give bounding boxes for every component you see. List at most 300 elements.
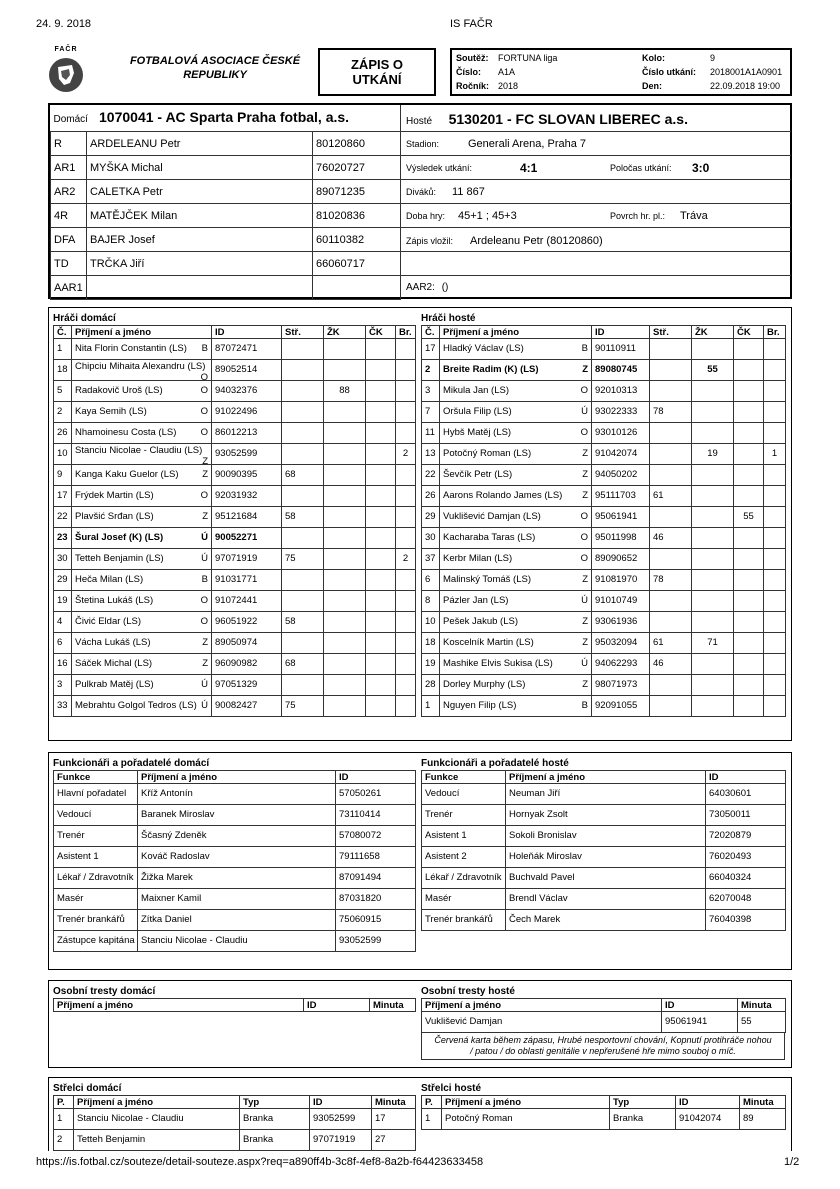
player-position: B xyxy=(201,574,208,585)
staff-name: Brendl Václav xyxy=(506,889,706,910)
header-row xyxy=(422,771,786,784)
staff-row xyxy=(422,910,786,931)
player-number: 6 xyxy=(54,633,72,654)
staff-id: 73110414 xyxy=(336,805,416,826)
player-position: Ú xyxy=(581,658,588,669)
official-id: 76020727 xyxy=(313,156,401,180)
player-row xyxy=(54,360,416,381)
player-goals xyxy=(764,528,786,549)
player-name: Pulkrab Matěj (LS) xyxy=(75,679,154,690)
staff-name: Kříž Antonín xyxy=(138,784,336,805)
scorer-row xyxy=(54,1109,416,1130)
player-name: Sáček Michal (LS) xyxy=(75,658,153,669)
staff-name: Kováč Radoslav xyxy=(138,847,336,868)
player-id: 93022333 xyxy=(592,402,650,423)
column-header: Minuta xyxy=(370,999,416,1012)
player-id: 89080745 xyxy=(592,360,650,381)
home-players xyxy=(53,312,415,717)
staff-name: Zítka Daniel xyxy=(138,910,336,931)
staff-id: 72020879 xyxy=(706,826,786,847)
player-red-card xyxy=(734,654,764,675)
player-substitution xyxy=(650,381,692,402)
header-row xyxy=(54,999,416,1012)
player-row xyxy=(422,570,786,591)
official-role: R xyxy=(51,132,87,156)
player-row xyxy=(54,507,416,528)
player-yellow-card xyxy=(324,423,366,444)
column-header: ID xyxy=(304,999,370,1012)
rocnik-label: Ročník: xyxy=(456,81,490,91)
home-scorers-title: Střelci domácí xyxy=(53,1083,122,1094)
header-row xyxy=(422,1096,786,1109)
player-name-cell xyxy=(72,528,212,549)
footer-url[interactable]: https://is.fotbal.cz/souteze/detail-souteze.aspx?req=a890ff4b-3c8f-4ef8-8a2b-f64423633458 xyxy=(36,1156,484,1168)
player-substitution xyxy=(282,402,324,423)
player-substitution xyxy=(282,486,324,507)
aar2-value: () xyxy=(441,282,449,293)
player-substitution xyxy=(282,381,324,402)
player-name: Vuklišević Damjan (LS) xyxy=(443,511,541,522)
player-name: Pešek Jakub (LS) xyxy=(443,616,518,627)
player-number: 10 xyxy=(54,444,72,465)
staff-name: Hornyak Zsolt xyxy=(506,805,706,826)
player-goals xyxy=(396,486,416,507)
home-scorers-table xyxy=(53,1095,416,1151)
player-number: 1 xyxy=(422,696,440,717)
player-number: 2 xyxy=(422,360,440,381)
player-yellow-card xyxy=(324,591,366,612)
player-number: 18 xyxy=(54,360,72,381)
staff-id: 66040324 xyxy=(706,868,786,889)
player-name-cell xyxy=(72,423,212,444)
player-yellow-card xyxy=(324,360,366,381)
org-name xyxy=(110,54,320,82)
player-row xyxy=(422,633,786,654)
players-section xyxy=(48,307,792,741)
player-row xyxy=(422,696,786,717)
player-row xyxy=(422,360,786,381)
player-name: Mebrahtu Golgol Tedros (LS) xyxy=(75,700,197,711)
staff-row xyxy=(422,847,786,868)
scorers-section xyxy=(48,1077,792,1151)
away-label: Hosté xyxy=(406,116,433,127)
player-name: Hladký Václav (LS) xyxy=(443,343,524,354)
official-id: 66060717 xyxy=(313,252,401,276)
player-id: 91072441 xyxy=(212,591,282,612)
away-staff-table xyxy=(421,770,786,931)
player-name: Nguyen Filip (LS) xyxy=(443,700,517,711)
player-yellow-card xyxy=(692,465,734,486)
column-header: Minuta xyxy=(372,1096,416,1109)
player-name: Dorley Murphy (LS) xyxy=(443,679,526,690)
away-players-title: Hráči hosté xyxy=(421,313,476,324)
player-substitution xyxy=(650,339,692,360)
player-substitution xyxy=(282,675,324,696)
column-header: ČK xyxy=(734,326,764,339)
scorer-order: 2 xyxy=(54,1130,74,1151)
home-team-name: 1070041 - AC Sparta Praha fotbal, a.s. xyxy=(99,108,350,125)
player-name: Tetteh Benjamin (LS) xyxy=(75,553,164,564)
player-id: 89090652 xyxy=(592,549,650,570)
scorer-name: Potočný Roman xyxy=(442,1109,610,1130)
player-row xyxy=(54,654,416,675)
player-id: 87072471 xyxy=(212,339,282,360)
staff-role: Trenér xyxy=(422,805,506,826)
official-id: 80120860 xyxy=(313,132,401,156)
staff-id: 75060915 xyxy=(336,910,416,931)
player-id: 95061941 xyxy=(592,507,650,528)
column-header: ID xyxy=(676,1096,740,1109)
official-name: BAJER Josef xyxy=(87,228,313,252)
player-position: Z xyxy=(202,637,208,648)
player-name: Nhamoinesu Costa (LS) xyxy=(75,427,177,438)
player-red-card xyxy=(734,591,764,612)
staff-row xyxy=(54,847,416,868)
player-id: 95111703 xyxy=(592,486,650,507)
player-yellow-card xyxy=(692,339,734,360)
player-substitution xyxy=(282,444,324,465)
player-number: 7 xyxy=(422,402,440,423)
player-substitution xyxy=(650,549,692,570)
player-goals xyxy=(396,507,416,528)
player-name: Šural Josef (K) (LS) xyxy=(75,532,164,543)
player-id: 90110911 xyxy=(592,339,650,360)
player-row xyxy=(54,402,416,423)
player-red-card xyxy=(734,360,764,381)
player-red-card xyxy=(734,381,764,402)
povrch-value: Tráva xyxy=(680,210,708,222)
staff-role: Asistent 1 xyxy=(54,847,138,868)
player-number: 8 xyxy=(422,591,440,612)
staff-role: Asistent 1 xyxy=(422,826,506,847)
player-number: 13 xyxy=(422,444,440,465)
column-header: Příjmení a jméno xyxy=(72,326,212,339)
staff-name: Holeňák Miroslav xyxy=(506,847,706,868)
column-header: P. xyxy=(54,1096,74,1109)
player-number: 16 xyxy=(54,654,72,675)
player-position: Z xyxy=(202,658,208,669)
staff-row xyxy=(54,910,416,931)
player-name-cell xyxy=(440,465,592,486)
player-name-cell xyxy=(440,486,592,507)
player-goals xyxy=(396,570,416,591)
scorer-type: Branka xyxy=(610,1109,676,1130)
player-position: O xyxy=(200,595,208,606)
player-name-cell xyxy=(440,675,592,696)
doc-title-line1: ZÁPIS O xyxy=(350,57,403,72)
player-position: O xyxy=(580,511,588,522)
player-name-cell xyxy=(440,444,592,465)
player-goals xyxy=(764,633,786,654)
player-number: 19 xyxy=(54,591,72,612)
player-yellow-card: 19 xyxy=(692,444,734,465)
player-substitution xyxy=(282,591,324,612)
player-name-cell xyxy=(440,654,592,675)
player-id: 93052599 xyxy=(212,444,282,465)
player-name-cell xyxy=(72,612,212,633)
player-name: Koscelník Martin (LS) xyxy=(443,637,534,648)
print-title: IS FAČR xyxy=(450,18,493,30)
player-goals xyxy=(396,360,416,381)
player-name-cell xyxy=(72,486,212,507)
player-name: Mashike Elvis Sukisa (LS) xyxy=(443,658,553,669)
player-yellow-card xyxy=(324,675,366,696)
cislo-utkani-label: Číslo utkání: xyxy=(642,67,697,77)
away-penalties-table xyxy=(421,998,786,1033)
staff-role: Lékař / Zdravotník xyxy=(422,868,506,889)
player-substitution xyxy=(650,591,692,612)
player-id: 94062293 xyxy=(592,654,650,675)
player-id: 94032376 xyxy=(212,381,282,402)
home-scorers xyxy=(53,1082,415,1151)
player-goals xyxy=(764,549,786,570)
player-goals xyxy=(764,339,786,360)
kolo-value: 9 xyxy=(710,53,716,63)
scorer-name: Tetteh Benjamin xyxy=(74,1130,240,1151)
player-name: Hybš Matěj (LS) xyxy=(443,427,512,438)
player-name: Frýdek Martin (LS) xyxy=(75,490,154,501)
staff-role: Trenér brankářů xyxy=(54,910,138,931)
player-substitution: 58 xyxy=(282,507,324,528)
home-staff-table xyxy=(53,770,416,952)
org-name-line2: REPUBLIKY xyxy=(183,69,247,81)
player-yellow-card xyxy=(692,402,734,423)
player-position: Z xyxy=(582,616,588,627)
player-name-cell xyxy=(440,339,592,360)
player-yellow-card: 71 xyxy=(692,633,734,654)
staff-role: Masér xyxy=(422,889,506,910)
player-red-card xyxy=(366,402,396,423)
player-number: 1 xyxy=(54,339,72,360)
player-yellow-card xyxy=(324,402,366,423)
player-number: 3 xyxy=(54,675,72,696)
player-goals xyxy=(764,465,786,486)
staff-row xyxy=(422,805,786,826)
player-position: O xyxy=(200,406,208,417)
staff-row xyxy=(54,931,416,952)
player-id: 90052271 xyxy=(212,528,282,549)
player-yellow-card xyxy=(692,675,734,696)
away-scorers-title: Střelci hosté xyxy=(421,1083,482,1094)
doba-label: Doba hry: xyxy=(406,211,446,221)
player-row xyxy=(54,381,416,402)
home-players-table xyxy=(53,325,416,717)
player-name-cell xyxy=(72,507,212,528)
player-row xyxy=(54,612,416,633)
official-id xyxy=(313,276,401,300)
staff-id: 57080072 xyxy=(336,826,416,847)
vysledek-value: 4:1 xyxy=(520,161,538,175)
player-red-card xyxy=(366,612,396,633)
column-header: ID xyxy=(592,326,650,339)
logo-label: FAČR xyxy=(54,46,78,53)
player-red-card xyxy=(366,654,396,675)
staff-row xyxy=(422,889,786,910)
player-name: Vácha Lukáš (LS) xyxy=(75,637,151,648)
staff-id: 76020493 xyxy=(706,847,786,868)
player-red-card xyxy=(366,360,396,381)
player-yellow-card xyxy=(324,549,366,570)
header-row xyxy=(422,999,786,1012)
column-header: ID xyxy=(336,771,416,784)
player-number: 17 xyxy=(422,339,440,360)
official-name xyxy=(87,276,313,300)
player-id: 94050202 xyxy=(592,465,650,486)
player-name: Mikula Jan (LS) xyxy=(443,385,509,396)
cislo-utkani-value: 2018001A1A0901 xyxy=(710,67,783,77)
player-yellow-card xyxy=(324,486,366,507)
player-position: O xyxy=(200,372,208,381)
column-header: Příjmení a jméno xyxy=(442,1096,610,1109)
doc-title xyxy=(318,48,436,96)
player-name: Aarons Rolando James (LS) xyxy=(443,490,563,501)
player-red-card xyxy=(734,528,764,549)
player-goals xyxy=(396,423,416,444)
player-row xyxy=(422,549,786,570)
player-substitution xyxy=(650,465,692,486)
column-header: ID xyxy=(706,771,786,784)
rocnik-value: 2018 xyxy=(498,81,519,91)
player-name-cell xyxy=(72,591,212,612)
player-id: 91022496 xyxy=(212,402,282,423)
lion-emblem-icon xyxy=(46,53,86,97)
player-yellow-card xyxy=(692,528,734,549)
column-header: Stř. xyxy=(650,326,692,339)
player-row xyxy=(422,486,786,507)
player-row xyxy=(54,528,416,549)
player-row xyxy=(422,444,786,465)
player-row xyxy=(54,423,416,444)
player-id: 97071919 xyxy=(212,549,282,570)
player-name: Kerbr Milan (LS) xyxy=(443,553,513,564)
player-yellow-card xyxy=(692,423,734,444)
player-goals xyxy=(764,423,786,444)
player-id: 93061936 xyxy=(592,612,650,633)
player-position: Z xyxy=(202,511,208,522)
official-row xyxy=(51,180,401,204)
player-red-card xyxy=(734,549,764,570)
player-red-card xyxy=(366,675,396,696)
column-header: Č. xyxy=(422,326,440,339)
scorer-type: Branka xyxy=(240,1130,310,1151)
player-name-cell xyxy=(72,465,212,486)
staff-id: 79111658 xyxy=(336,847,416,868)
away-scorers-table xyxy=(421,1095,786,1130)
player-yellow-card xyxy=(324,507,366,528)
player-red-card: 55 xyxy=(734,507,764,528)
player-row xyxy=(54,570,416,591)
player-name-cell xyxy=(440,612,592,633)
player-number: 22 xyxy=(54,507,72,528)
player-number: 11 xyxy=(422,423,440,444)
player-number: 4 xyxy=(54,612,72,633)
player-number: 29 xyxy=(54,570,72,591)
official-role: TD xyxy=(51,252,87,276)
doc-title-line2: UTKÁNÍ xyxy=(352,72,402,87)
player-number: 26 xyxy=(54,423,72,444)
player-goals xyxy=(396,465,416,486)
player-position: O xyxy=(580,532,588,543)
column-header: Funkce xyxy=(422,771,506,784)
penalty-minute: 55 xyxy=(738,1012,786,1033)
official-row xyxy=(51,204,401,228)
home-label: Domácí xyxy=(53,113,88,125)
player-position: Ú xyxy=(201,679,208,690)
player-goals xyxy=(764,360,786,381)
match-section xyxy=(48,103,792,299)
away-team-name: 5130201 - FC SLOVAN LIBEREC a.s. xyxy=(448,111,688,127)
column-header: Br. xyxy=(764,326,786,339)
player-name: Malinský Tomáš (LS) xyxy=(443,574,531,585)
player-position: Z xyxy=(582,679,588,690)
player-goals xyxy=(764,612,786,633)
away-scorers xyxy=(421,1082,785,1130)
header-row xyxy=(54,771,416,784)
official-row xyxy=(51,156,401,180)
player-red-card xyxy=(366,633,396,654)
player-yellow-card xyxy=(324,696,366,717)
penalties-section xyxy=(48,980,792,1068)
player-yellow-card xyxy=(692,696,734,717)
player-id: 97051329 xyxy=(212,675,282,696)
away-staff-title: Funkcionáři a pořadatelé hosté xyxy=(421,758,569,769)
player-substitution xyxy=(650,444,692,465)
player-row xyxy=(422,465,786,486)
player-substitution: 61 xyxy=(650,633,692,654)
header-row xyxy=(54,326,416,339)
player-name-cell xyxy=(72,570,212,591)
polocas-label: Poločas utkání: xyxy=(610,163,672,173)
soutez-value: FORTUNA liga xyxy=(498,53,558,63)
home-staff-title: Funkcionáři a pořadatelé domácí xyxy=(53,758,210,769)
player-substitution xyxy=(650,696,692,717)
player-row xyxy=(54,675,416,696)
player-name-cell xyxy=(72,633,212,654)
column-header: Stř. xyxy=(282,326,324,339)
player-row xyxy=(422,528,786,549)
player-number: 9 xyxy=(54,465,72,486)
player-substitution: 75 xyxy=(282,696,324,717)
player-number: 18 xyxy=(422,633,440,654)
scorer-name: Stanciu Nicolae - Claudiu xyxy=(74,1109,240,1130)
staff-name: Baranek Miroslav xyxy=(138,805,336,826)
player-position: B xyxy=(581,700,588,711)
official-id: 89071235 xyxy=(313,180,401,204)
player-red-card xyxy=(366,507,396,528)
player-name: Stanciu Nicolae - Claudiu (LS) xyxy=(75,445,203,456)
scorer-id: 91042074 xyxy=(676,1109,740,1130)
official-row xyxy=(51,276,401,300)
staff-name: Žižka Marek xyxy=(138,868,336,889)
staff-name: Neuman Jiří xyxy=(506,784,706,805)
official-name: CALETKA Petr xyxy=(87,180,313,204)
player-row xyxy=(422,507,786,528)
zapis-value: Ardeleanu Petr (80120860) xyxy=(470,235,603,247)
player-id: 92010313 xyxy=(592,381,650,402)
player-substitution xyxy=(282,423,324,444)
player-yellow-card xyxy=(324,570,366,591)
cislo-value: A1A xyxy=(498,67,516,77)
official-name: MYŠKA Michal xyxy=(87,156,313,180)
staff-id: 93052599 xyxy=(336,931,416,952)
den-label: Den: xyxy=(642,81,662,91)
player-row xyxy=(54,465,416,486)
player-substitution: 68 xyxy=(282,654,324,675)
player-position: B xyxy=(201,343,208,354)
player-substitution: 75 xyxy=(282,549,324,570)
player-number: 17 xyxy=(54,486,72,507)
player-number: 30 xyxy=(422,528,440,549)
